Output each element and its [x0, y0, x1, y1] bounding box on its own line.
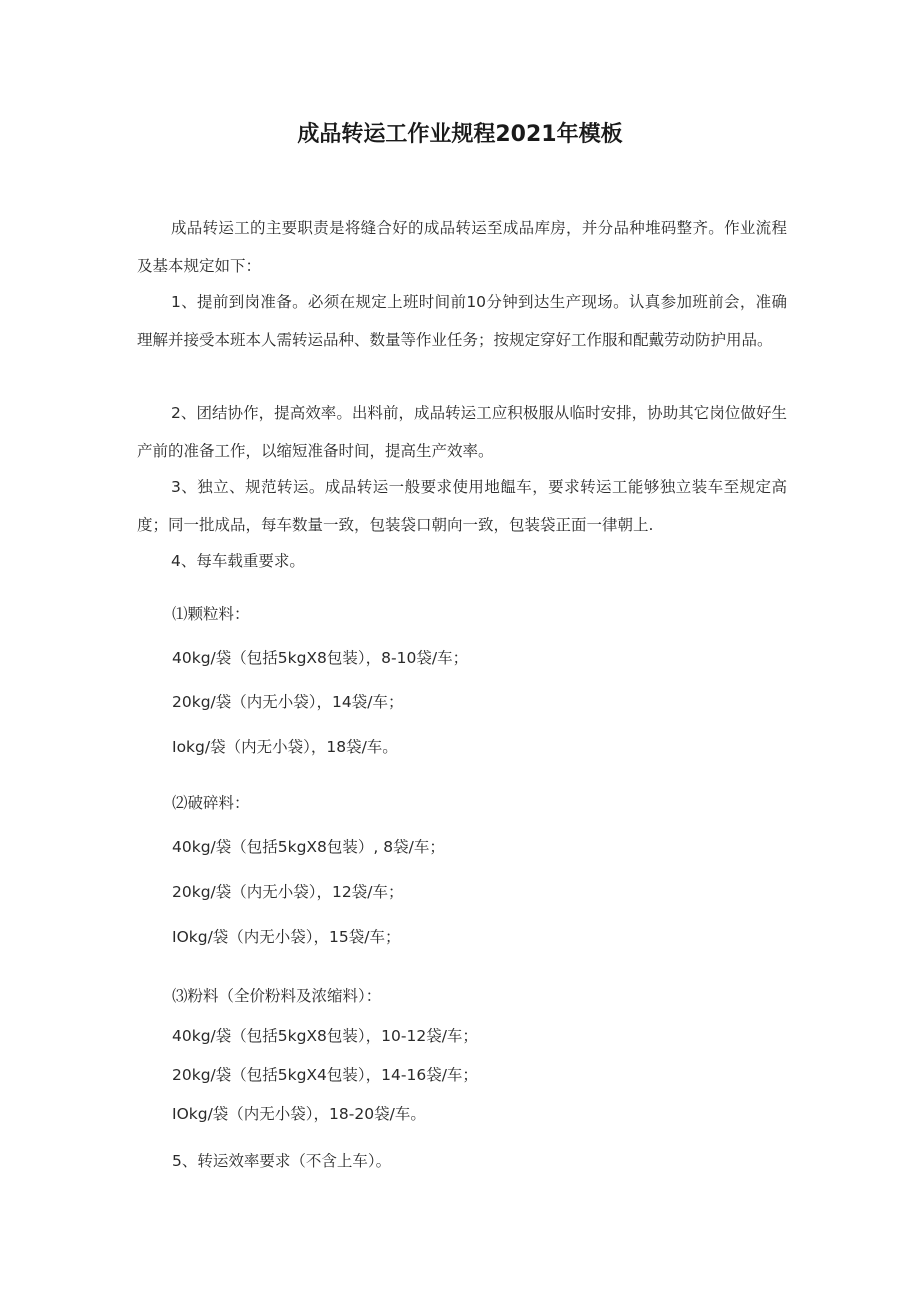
document-title: 成品转运工作业规程2021年模板	[297, 122, 623, 147]
section-1-item: Iokg/袋（内无小袋），18袋/车。	[172, 738, 398, 756]
rule-2-paragraph: 2、团结协作，提高效率。出料前，成品转运工应积极服从临时安排，协助其它岗位做好生产前的准备工作，以缩短准备时间，提高生产效率。	[137, 404, 787, 460]
section-2-item: IOkg/袋（内无小袋），15袋/车；	[172, 928, 401, 946]
section-3-item: 20kg/袋（包括5kgX4包装），14-16袋/车；	[172, 1066, 478, 1084]
section-2-item: 40kg/袋（包括5kgX8包装）, 8袋/车；	[172, 838, 445, 856]
rule-3-paragraph: 3、独立、规范转运。成品转运一般要求使用地饂车，要求转运工能够独立装车至规定高度；同一批成品，每车数量一致，包装袋口朝向一致，包装袋正面一律朝上.	[137, 478, 787, 534]
rule-1-paragraph: 1、提前到岗准备。必须在规定上班时间前10分钟到达生产现场。认真参加班前会，准确理解并接受本班本人需转运品种、数量等作业任务；按规定穿好工作服和配戴劳动防护用品。	[137, 293, 787, 349]
section-1-item: 40kg/袋（包括5kgX8包装），8-10袋/车；	[172, 649, 469, 667]
section-3-item: IOkg/袋（内无小袋），18-20袋/车。	[172, 1105, 426, 1123]
rule-4-paragraph: 4、每车载重要求。	[171, 552, 305, 570]
rule-5-line: 5、转运效率要求（不含上车）。	[172, 1152, 392, 1170]
section-1-item: 20kg/袋（内无小袋），14袋/车；	[172, 693, 404, 711]
section-2-item: 20kg/袋（内无小袋），12袋/车；	[172, 883, 404, 901]
section-2-heading: ⑵破碎料：	[172, 794, 250, 812]
intro-paragraph: 成品转运工的主要职责是将缝合好的成品转运至成品库房，并分品种堆码整齐。作业流程及基本规定如下：	[137, 219, 787, 275]
section-1-heading: ⑴颗粒料：	[172, 605, 250, 623]
section-3-heading: ⑶粉料（全价粉料及浓缩料）：	[172, 987, 382, 1005]
section-3-item: 40kg/袋（包括5kgX8包装），10-12袋/车；	[172, 1027, 478, 1045]
